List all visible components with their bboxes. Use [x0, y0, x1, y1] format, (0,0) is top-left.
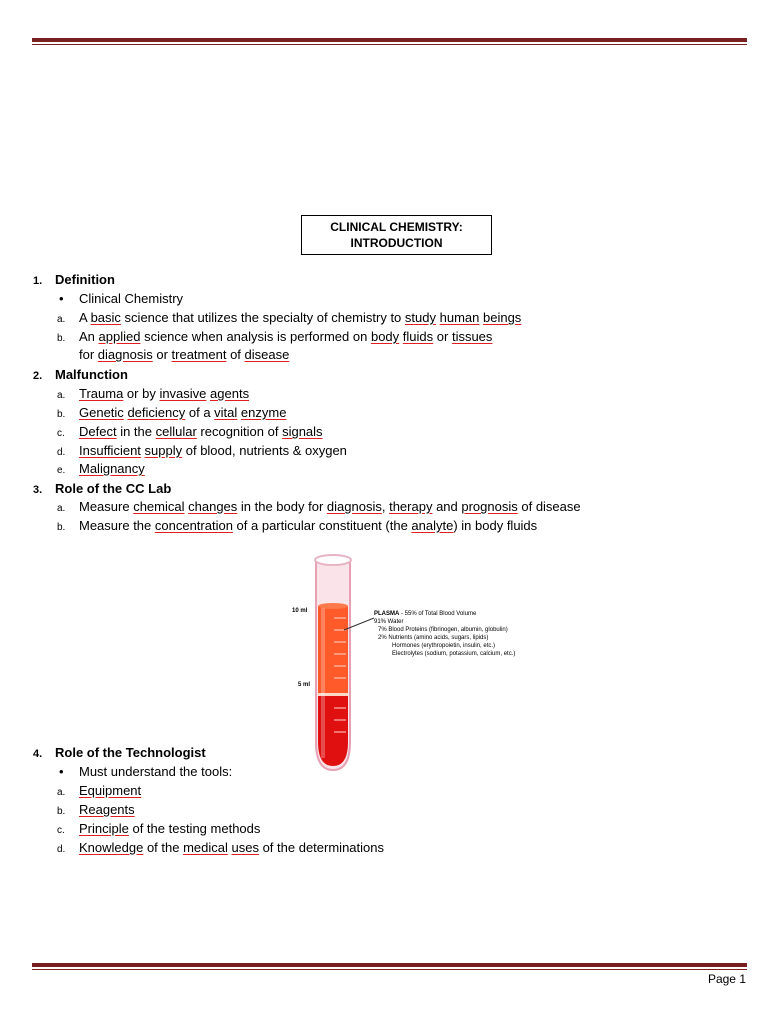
definition-bullet-item: • Clinical Chemistry: [59, 291, 184, 306]
malfunction-item-d: d. Insufficient supply of blood, nutrients & oxygen: [57, 443, 347, 458]
document-title-box: [301, 215, 492, 255]
malfunction-item-b: b. Genetic deficiency of a vital enzyme: [57, 405, 287, 420]
technologist-item-a: a. Equipment: [57, 783, 142, 798]
malfunction-item-c: c. Defect in the cellular recognition of signals: [57, 424, 323, 439]
definition-item-b: b. An applied science when analysis is performed on body fluids or tissues: [57, 329, 493, 344]
section-malfunction-heading: 2. Malfunction: [33, 367, 128, 382]
cc-lab-item-a: a. Measure chemical changes in the body for diagnosis, therapy and prognosis of disease: [57, 499, 581, 514]
plasma-caption: PLASMA - 55% of Total Blood Volume 91% Water 7% Blood Proteins (fibrinogen, albumin, globulin) 2% Nutrients (amino acids, sugars, lipids) Hormones (erythropoietin, insulin, etc.) Electrolytes (sodium, potassium, calcium, etc.): [374, 611, 516, 657]
malfunction-item-e: e. Malignancy: [57, 461, 145, 476]
definition-item-b-continuation: for diagnosis or treatment of disease: [79, 347, 290, 362]
page-number: Page 1: [707, 972, 746, 986]
mark-5ml: 5 ml: [298, 682, 311, 688]
technologist-item-b: b. Reagents: [57, 802, 135, 817]
blood-tube-figure: [290, 548, 540, 776]
technologist-item-c: c. Principle of the testing methods: [57, 821, 261, 836]
tube-rim: [315, 555, 351, 565]
section-cc-lab-heading: 3. Role of the CC Lab: [33, 481, 172, 496]
malfunction-item-a: a. Trauma or by invasive agents: [57, 386, 250, 401]
mark-10ml: 10 ml: [292, 608, 308, 614]
definition-item-a: a. A basic science that utilizes the specialty of chemistry to study human beings: [57, 310, 522, 325]
footer-rule: [32, 963, 747, 970]
cc-lab-item-b: b. Measure the concentration of a particular constituent (the analyte) in body fluids: [57, 518, 538, 533]
title-line-2: INTRODUCTION: [350, 236, 443, 250]
technologist-item-d: d. Knowledge of the medical uses of the determinations: [57, 840, 384, 855]
section-definition-heading: 1. Definition: [33, 272, 115, 287]
technologist-bullet-item: • Must understand the tools:: [59, 764, 233, 779]
section-technologist-heading: 4. Role of the Technologist: [33, 745, 206, 760]
title-line-1: CLINICAL CHEMISTRY:: [330, 220, 463, 234]
header-rule: [32, 38, 747, 45]
